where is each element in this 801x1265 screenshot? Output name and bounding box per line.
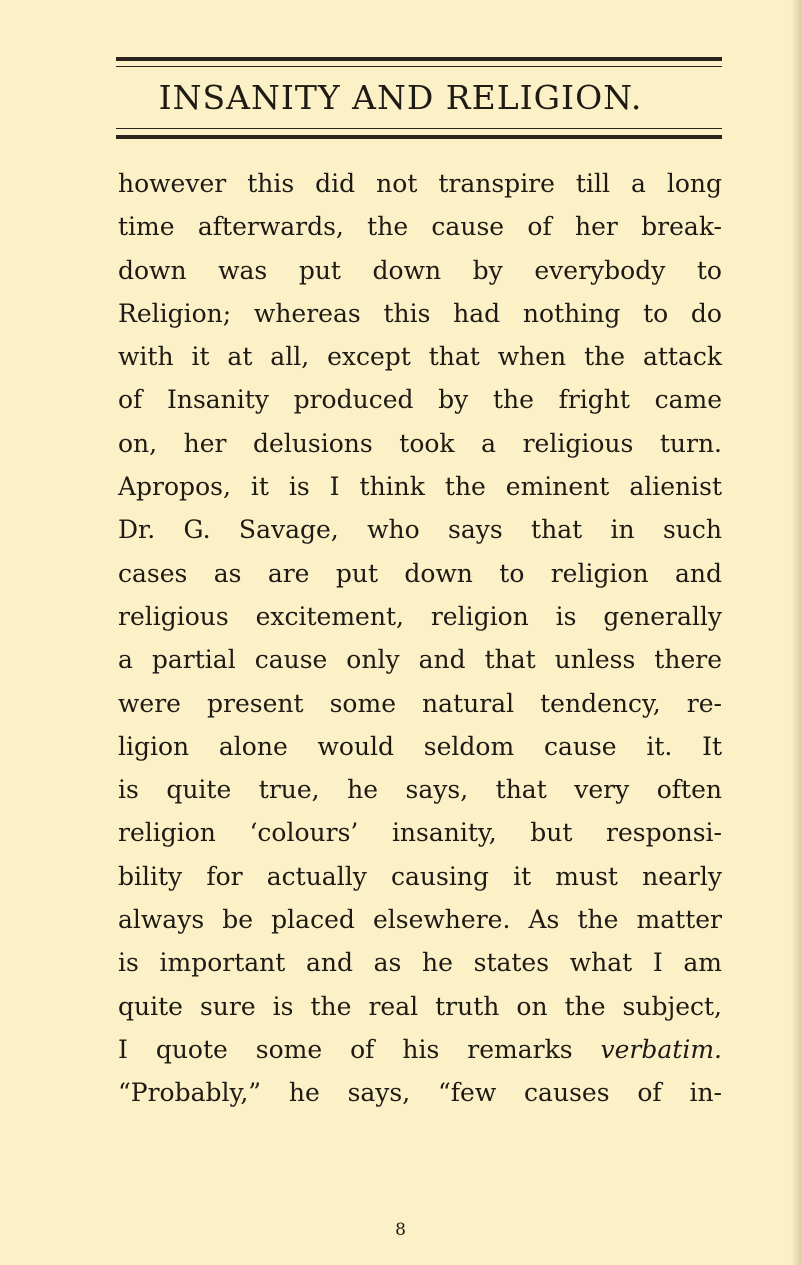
text-line: is quite true, he says, that very often xyxy=(118,775,722,805)
text-line: religion ‘colours’ insanity, but responsi- xyxy=(118,818,722,848)
text-line: quite sure is the real truth on the subject, xyxy=(118,991,722,1021)
text-line: down was put down by everybody to xyxy=(118,255,722,285)
text-line: is important and as he states what I am xyxy=(118,948,722,978)
quote-intro-text: I quote some of his remarks xyxy=(118,1034,601,1064)
title-rule-thin xyxy=(116,128,722,129)
header-rule-thick xyxy=(116,57,722,61)
text-line: Religion; whereas this had nothing to do xyxy=(118,298,722,328)
text-line: of Insanity produced by the fright came xyxy=(118,385,722,415)
verbatim-italic: verbatim. xyxy=(600,1034,722,1064)
text-line: ligion alone would seldom cause it. It xyxy=(118,731,722,761)
text-line: cases as are put down to religion and xyxy=(118,558,722,588)
text-line: “Probably,” he says, “few causes of in- xyxy=(118,1078,722,1108)
text-line: always be placed elsewhere. As the matter xyxy=(118,905,722,935)
text-line: however this did not transpire till a long xyxy=(118,169,722,198)
text-line: on, her delusions took a religious turn. xyxy=(118,428,722,458)
body-text xyxy=(118,162,722,1115)
text-line: with it at all, except that when the attack xyxy=(118,342,722,372)
text-line: religious excitement, religion is generally xyxy=(118,601,722,631)
text-line: a partial cause only and that unless there xyxy=(118,645,722,675)
page-edge-shadow xyxy=(791,0,801,1265)
running-title: INSANITY AND RELIGION. xyxy=(158,78,643,117)
title-rule-thick xyxy=(116,135,722,139)
page-number: 8 xyxy=(395,1220,406,1240)
text-line: Dr. G. Savage, who says that in such xyxy=(118,515,722,545)
text-line-quote-intro xyxy=(118,1028,722,1071)
text-line: time afterwards, the cause of her break- xyxy=(118,212,722,242)
text-line: were present some natural tendency, re- xyxy=(118,688,722,718)
text-line: bility for actually causing it must nearly xyxy=(118,861,722,891)
header-rule-thin xyxy=(116,66,722,67)
text-line: Apropos, it is I think the eminent alienist xyxy=(118,472,722,502)
